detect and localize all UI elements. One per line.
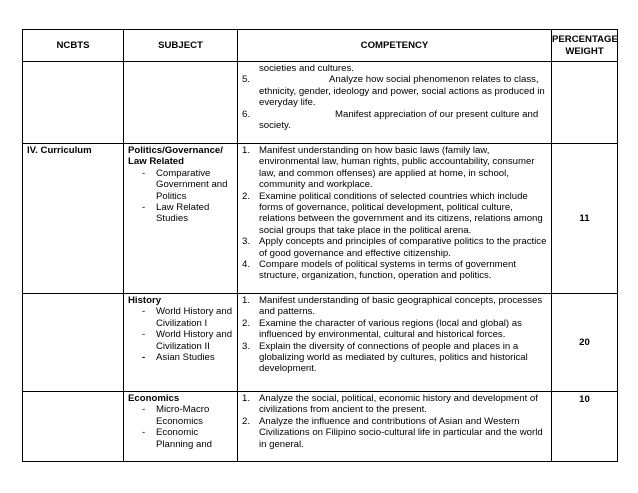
table-row-continuation xyxy=(23,62,618,144)
competency-number: 6. xyxy=(242,108,251,120)
competency-number: 2. xyxy=(242,190,251,202)
subject-item: - Comparative Government and Politics xyxy=(142,167,228,202)
subject-item: - World History and Civilization II xyxy=(142,329,233,352)
header-subject: SUBJECT xyxy=(124,30,238,62)
subject-title-cont: Law Related xyxy=(128,156,184,168)
competency-text: Analyze the social, political, economic history and development of civilizations from ancient to the present. xyxy=(259,393,538,416)
competency-cell xyxy=(238,294,552,392)
subject-title: History xyxy=(128,295,162,306)
table-row-economics xyxy=(23,392,618,462)
weight-cell: 10 xyxy=(552,392,618,462)
competency-item xyxy=(242,393,547,416)
table-row-politics xyxy=(23,144,618,294)
competency-item xyxy=(242,259,547,282)
competency-continuation: societies and cultures. xyxy=(259,63,354,74)
competency-list xyxy=(242,295,547,375)
competency-item xyxy=(242,145,547,191)
subject-title: Economics xyxy=(128,393,180,404)
competency-number: 1. xyxy=(242,145,251,156)
subject-item-text: Economic Planning and xyxy=(156,427,213,450)
subject-title: Politics/Governance/ xyxy=(128,145,223,156)
competency-item xyxy=(242,295,547,318)
header-ncbts: NCBTS xyxy=(23,30,124,62)
competency-list xyxy=(242,393,547,450)
subject-list xyxy=(128,168,233,225)
subject-item: - Economic Planning and xyxy=(142,427,213,450)
competency-item xyxy=(242,416,547,450)
subject-item-text: Micro-Macro Economics xyxy=(156,404,210,427)
weight-cell: 11 xyxy=(552,144,618,294)
competency-item xyxy=(242,109,547,132)
competency-text: Analyze the influence and contributions of Asian and Western Civilizations on Filipino socio-cultural life in particular and the world in general. xyxy=(259,415,543,450)
ncbts-cell-empty xyxy=(23,392,124,462)
subject-item: - Law Related Studies xyxy=(142,202,210,225)
competency-number: 2. xyxy=(242,415,251,427)
header-competency: COMPETENCY xyxy=(238,30,552,62)
competency-item xyxy=(242,74,547,108)
subject-item: - World History and Civilization I xyxy=(142,306,233,329)
competency-list xyxy=(242,145,547,282)
subject-item: - Micro-Macro Economics xyxy=(142,404,210,427)
competency-number: 4. xyxy=(242,259,251,271)
table-row-history xyxy=(23,294,618,392)
competency-number: 3. xyxy=(242,236,251,248)
competency-number: 3. xyxy=(242,340,251,352)
competency-number: 1. xyxy=(242,295,251,306)
competency-text: Analyze how social phenomenon relates to class, ethnicity, gender, ideology and power, social actions as produced in everyday life. xyxy=(259,74,545,109)
competency-cell xyxy=(238,62,552,144)
competency-number: 2. xyxy=(242,317,251,329)
subject-item-text: Comparative Government and Politics xyxy=(156,167,228,202)
competency-cell xyxy=(238,392,552,462)
competency-text: Compare models of political systems in terms of government structure, organization, function, operation and politics. xyxy=(259,259,516,282)
curriculum-table xyxy=(22,29,618,462)
competency-text: Apply concepts and principles of comparative politics to the practice of good governance and effective citizenship. xyxy=(259,236,547,259)
competency-number: 5. xyxy=(242,74,251,86)
subject-item-text: World History and Civilization I xyxy=(156,306,233,329)
subject-item: - Asian Studies xyxy=(142,352,215,364)
weight-cell: 20 xyxy=(552,294,618,392)
subject-cell xyxy=(124,294,238,392)
ncbts-cell xyxy=(23,144,124,294)
subject-cell xyxy=(124,144,238,294)
subject-cell xyxy=(124,392,238,462)
competency-item xyxy=(242,191,547,237)
subject-list xyxy=(128,404,233,450)
competency-text: Examine political conditions of selected countries which include forms of governance, political development, political culture, relations between the government and its citizens, relations among social groups that take place in the political arena. xyxy=(259,190,543,236)
subject-item-text: Law Related Studies xyxy=(156,202,210,225)
ncbts-cell-empty xyxy=(23,62,124,144)
header-weight-line2: WEIGHT xyxy=(565,45,604,57)
competency-text: Manifest understanding on how basic laws (family law, environmental law, human rights, public accountability, consumer law, and common offenses) are applied at home, in school, community and workplace. xyxy=(259,145,535,191)
weight-cell-empty xyxy=(552,62,618,144)
subject-item-text: Asian Studies xyxy=(156,352,215,364)
header-weight-line1: PERCENTAGE xyxy=(552,34,618,46)
competency-text: Explain the diversity of connections of people and places in a globalizing world as mediated by cultures, politics and historical development. xyxy=(259,340,528,375)
ncbts-label: IV. Curriculum xyxy=(27,145,92,156)
header-weight xyxy=(552,30,618,62)
competency-number: 1. xyxy=(242,393,251,404)
competency-cell xyxy=(238,144,552,294)
competency-item xyxy=(242,341,547,375)
subject-cell-empty xyxy=(124,62,238,144)
competency-text: Examine the character of various regions (local and global) as influenced by environmental, cultural and historical forces. xyxy=(259,317,522,341)
subject-item-text: World History and Civilization II xyxy=(156,329,233,352)
competency-text: Manifest appreciation of our present culture and society. xyxy=(259,108,539,132)
competency-item xyxy=(242,236,547,259)
competency-item xyxy=(242,318,547,341)
ncbts-cell-empty xyxy=(23,294,124,392)
header-row xyxy=(23,30,618,62)
competency-text: Manifest understanding of basic geographical concepts, processes and patterns. xyxy=(259,295,543,318)
subject-list xyxy=(128,306,233,363)
competency-list xyxy=(242,74,547,131)
